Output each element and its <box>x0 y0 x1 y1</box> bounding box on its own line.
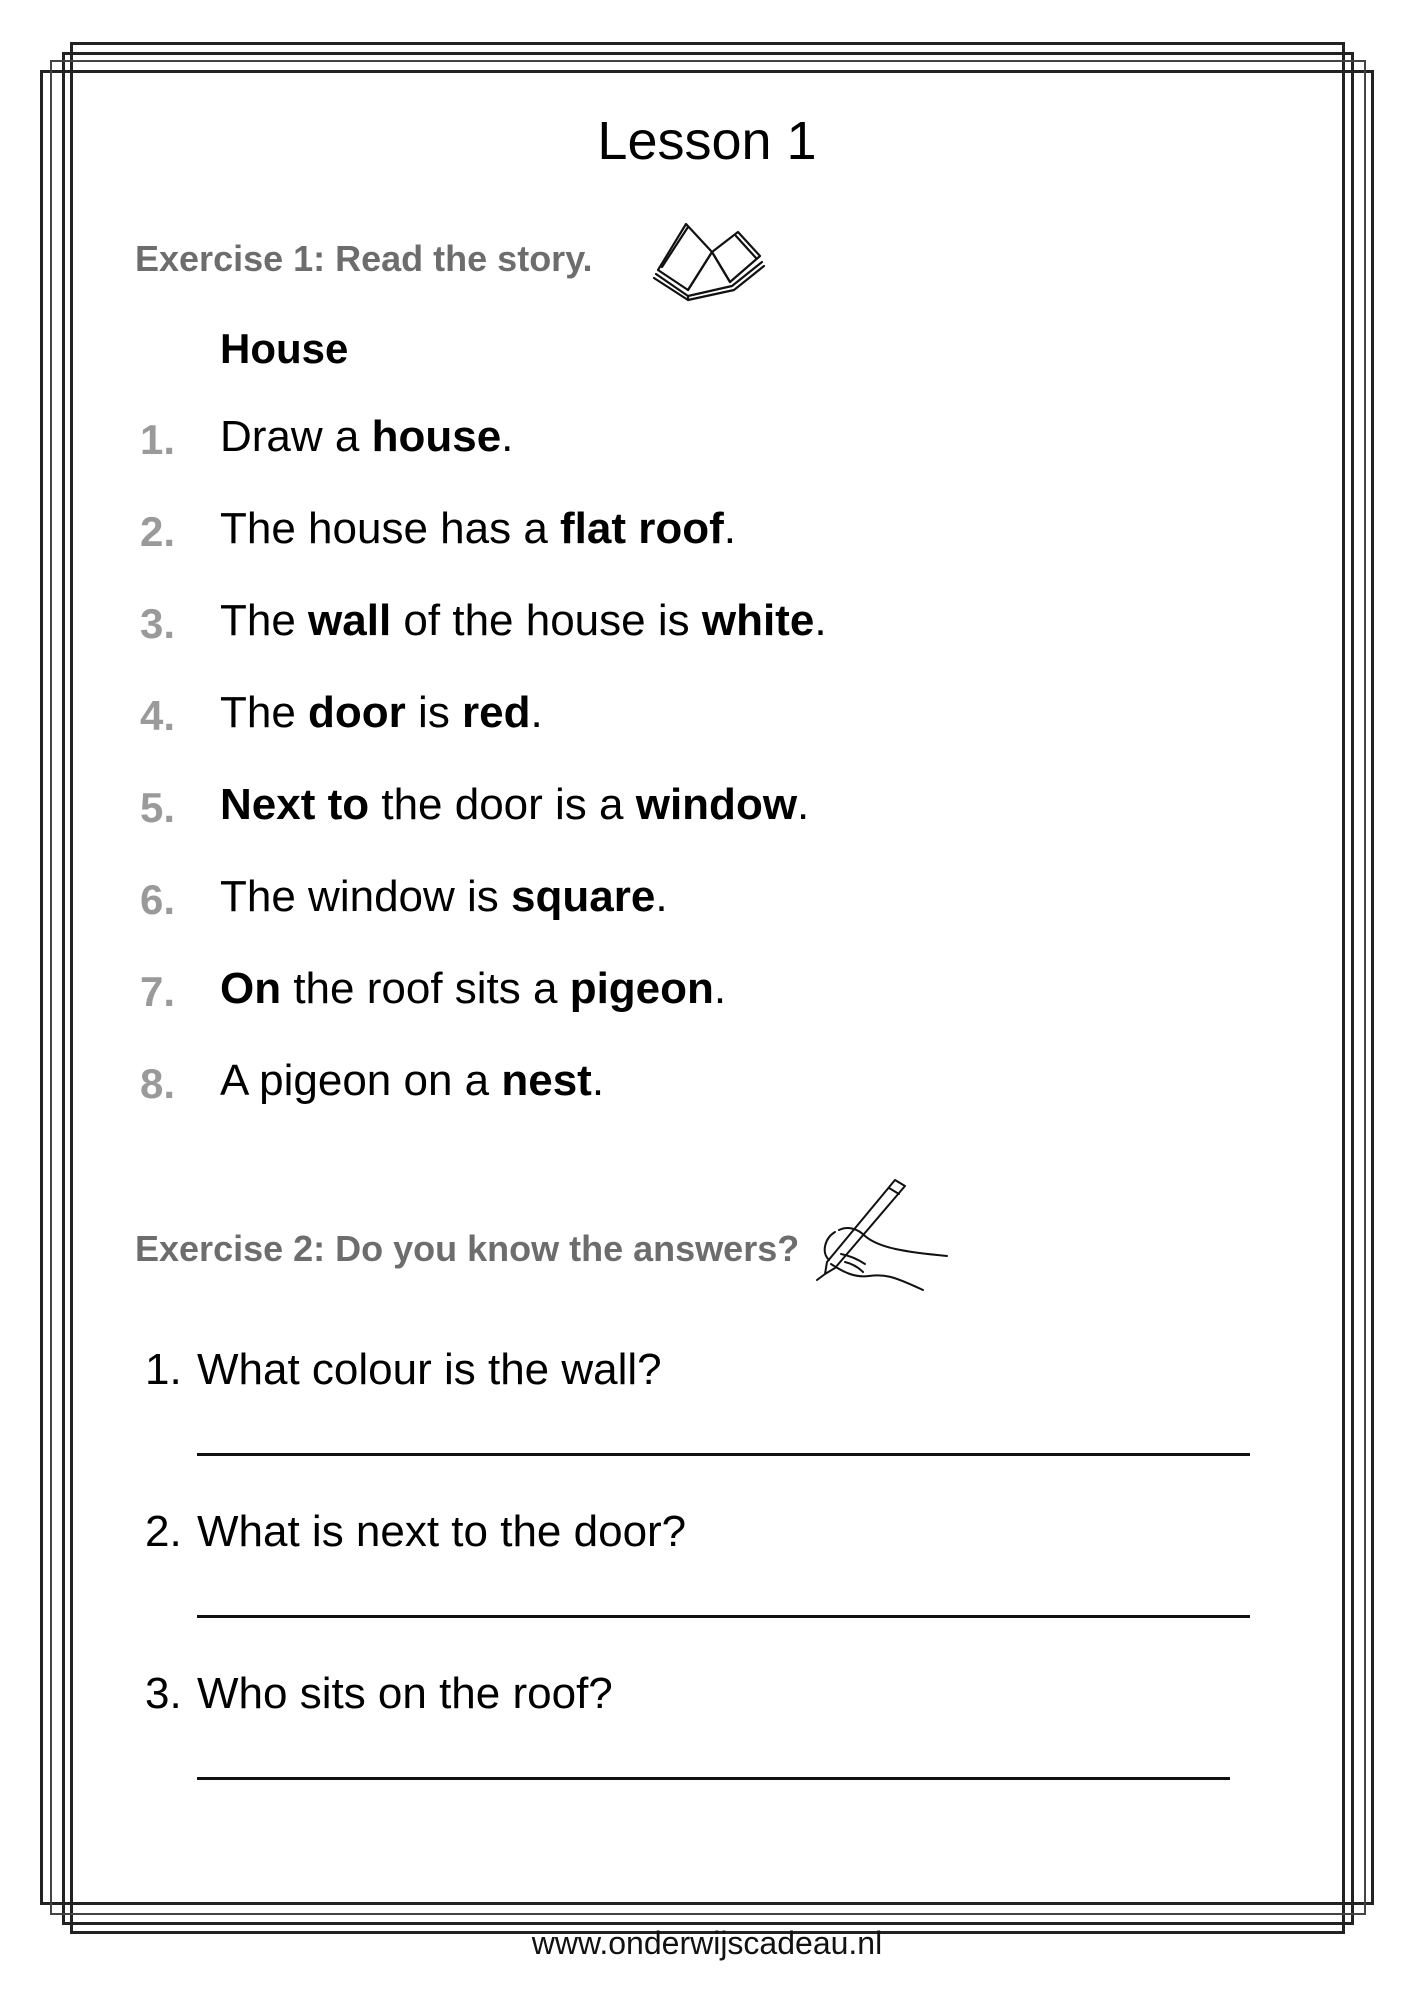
story-text-segment: The window is <box>220 872 512 921</box>
story-text-segment: . <box>501 412 514 461</box>
story-keyword: window <box>635 780 798 829</box>
question-number: 1. <box>145 1345 182 1394</box>
story-item-number: 5. <box>140 784 176 831</box>
story-text-segment: . <box>591 1056 605 1105</box>
story-keyword: On <box>220 964 282 1013</box>
exercise-2-heading: Exercise 2: Do you know the answers? <box>135 1228 800 1269</box>
story-keyword: Next to <box>220 780 370 829</box>
story-text-segment: . <box>713 964 727 1013</box>
story-item-text <box>220 688 543 738</box>
footer-url: www.onderwijscadeau.nl <box>531 1925 883 1961</box>
story-item <box>0 596 1414 656</box>
story-text-segment: The house has a <box>220 504 561 553</box>
story-item-text <box>220 596 827 646</box>
story-text-segment: the door is a <box>369 780 636 829</box>
story-item <box>0 412 1414 472</box>
story-item <box>0 688 1414 748</box>
exercise-1-heading: Exercise 1: Read the story. <box>135 238 593 279</box>
story-text-segment: of the house is <box>391 596 702 645</box>
story-text-segment: . <box>797 780 810 829</box>
story-text-segment: . <box>814 596 827 645</box>
story-keyword: house <box>371 412 502 461</box>
story-item <box>0 964 1414 1024</box>
story-text-segment: . <box>723 504 737 553</box>
story-item-text <box>220 872 668 922</box>
story-text-segment: Draw a <box>220 412 372 461</box>
story-keyword: nest <box>501 1056 592 1105</box>
story-keyword: wall <box>308 596 392 645</box>
page-title: Lesson 1 <box>597 111 817 171</box>
answer-line[interactable] <box>197 1453 1250 1456</box>
story-title: House <box>220 325 349 372</box>
story-item <box>0 780 1414 840</box>
story-item-text <box>220 780 809 830</box>
story-text-segment: The <box>220 596 309 645</box>
story-text-segment: the roof sits a <box>281 964 570 1013</box>
story-item-number: 6. <box>140 876 176 923</box>
story-item-number: 1. <box>140 416 176 463</box>
story-text-segment: The <box>220 688 309 737</box>
answer-line[interactable] <box>197 1615 1250 1618</box>
story-item-number: 8. <box>140 1060 176 1107</box>
story-item-number: 3. <box>140 600 176 647</box>
story-item <box>0 1056 1414 1116</box>
question-text: What is next to the door? <box>197 1507 687 1556</box>
hand-writing-pen-icon <box>795 1172 950 1297</box>
story-item-text <box>220 504 736 554</box>
open-book-icon <box>648 212 772 302</box>
question-item <box>145 1669 613 1719</box>
question-item <box>145 1345 662 1395</box>
story-keyword: square <box>511 872 656 921</box>
story-text-segment: A pigeon on a <box>220 1056 502 1105</box>
story-item-text <box>220 1056 604 1106</box>
story-item <box>0 872 1414 932</box>
answer-line[interactable] <box>197 1777 1230 1780</box>
story-item-number: 2. <box>140 508 176 555</box>
question-text: What colour is the wall? <box>197 1345 662 1394</box>
question-item <box>145 1507 686 1557</box>
story-text-segment: is <box>405 688 463 737</box>
story-keyword: red <box>462 688 531 737</box>
story-item-text <box>220 964 726 1014</box>
story-item <box>0 504 1414 564</box>
story-keyword: white <box>701 596 815 645</box>
story-keyword: flat roof <box>560 504 724 553</box>
story-text-segment: . <box>530 688 543 737</box>
story-item-number: 4. <box>140 692 176 739</box>
story-item-number: 7. <box>140 968 176 1015</box>
question-number: 3. <box>145 1669 182 1718</box>
story-keyword: door <box>308 688 406 737</box>
story-text-segment: . <box>655 872 668 921</box>
question-text: Who sits on the roof? <box>197 1669 613 1718</box>
story-keyword: pigeon <box>569 964 714 1013</box>
question-number: 2. <box>145 1507 182 1556</box>
story-item-text <box>220 412 513 462</box>
